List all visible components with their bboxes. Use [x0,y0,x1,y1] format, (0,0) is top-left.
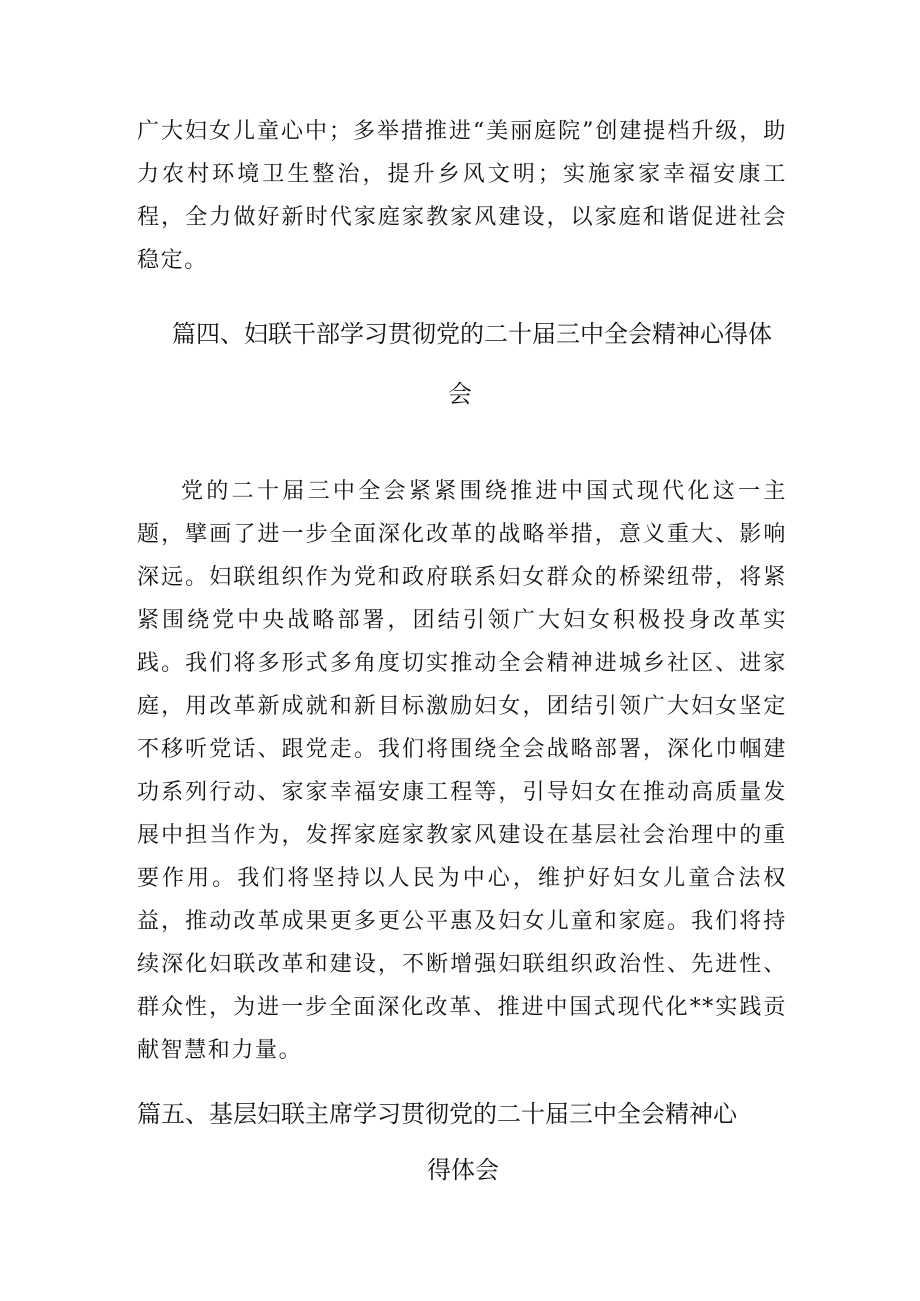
section4-title-line1: 篇四、妇联干部学习贯彻党的二十届三中全会精神心得体 [172,320,772,348]
section4-title-line2: 会 [448,380,472,408]
section5-title-line1: 篇五、基层妇联主席学习贯彻党的二十届三中全会精神心 [137,1100,737,1128]
section4-paragraph: 党的二十届三中全会紧紧围绕推进中国式现代化这一主题，擘画了进一步全面深化改革的战略举措，意义重大、影响深远。妇联组织作为党和政府联系妇女群众的桥梁纽带，将紧紧围绕党中央战略部署，团结引领广大妇女积极投身改革实践。我们将多形式多角度切实推动全会精神进城乡社区、进家庭，用改革新成就和新目标激励妇女，团结引领广大妇女坚定不移听党话、跟党走。我们将围绕全会战略部署，深化巾帼建功系列行动、家家幸福安康工程等，引导妇女在推动高质量发展中担当作为，发挥家庭家教家风建设在基层社会治理中的重要作用。我们将坚持以人民为中心，维护好妇女儿童合法权益，推动改革成果更多更公平惠及妇女儿童和家庭。我们将持续深化妇联改革和建设，不断增强妇联组织政治性、先进性、群众性，为进一步全面深化改革、推进中国式现代化**实践贡献智慧和力量。 [137,479,787,1063]
continued-paragraph: 广大妇女儿童心中；多举措推进“美丽庭院”创建提档升级，助力农村环境卫生整治，提升乡风文明；实施家家幸福安康工程，全力做好新时代家庭家教家风建设，以家庭和谐促进社会稳定。 [137,119,787,273]
section5-title-line2: 得体会 [427,1156,499,1184]
